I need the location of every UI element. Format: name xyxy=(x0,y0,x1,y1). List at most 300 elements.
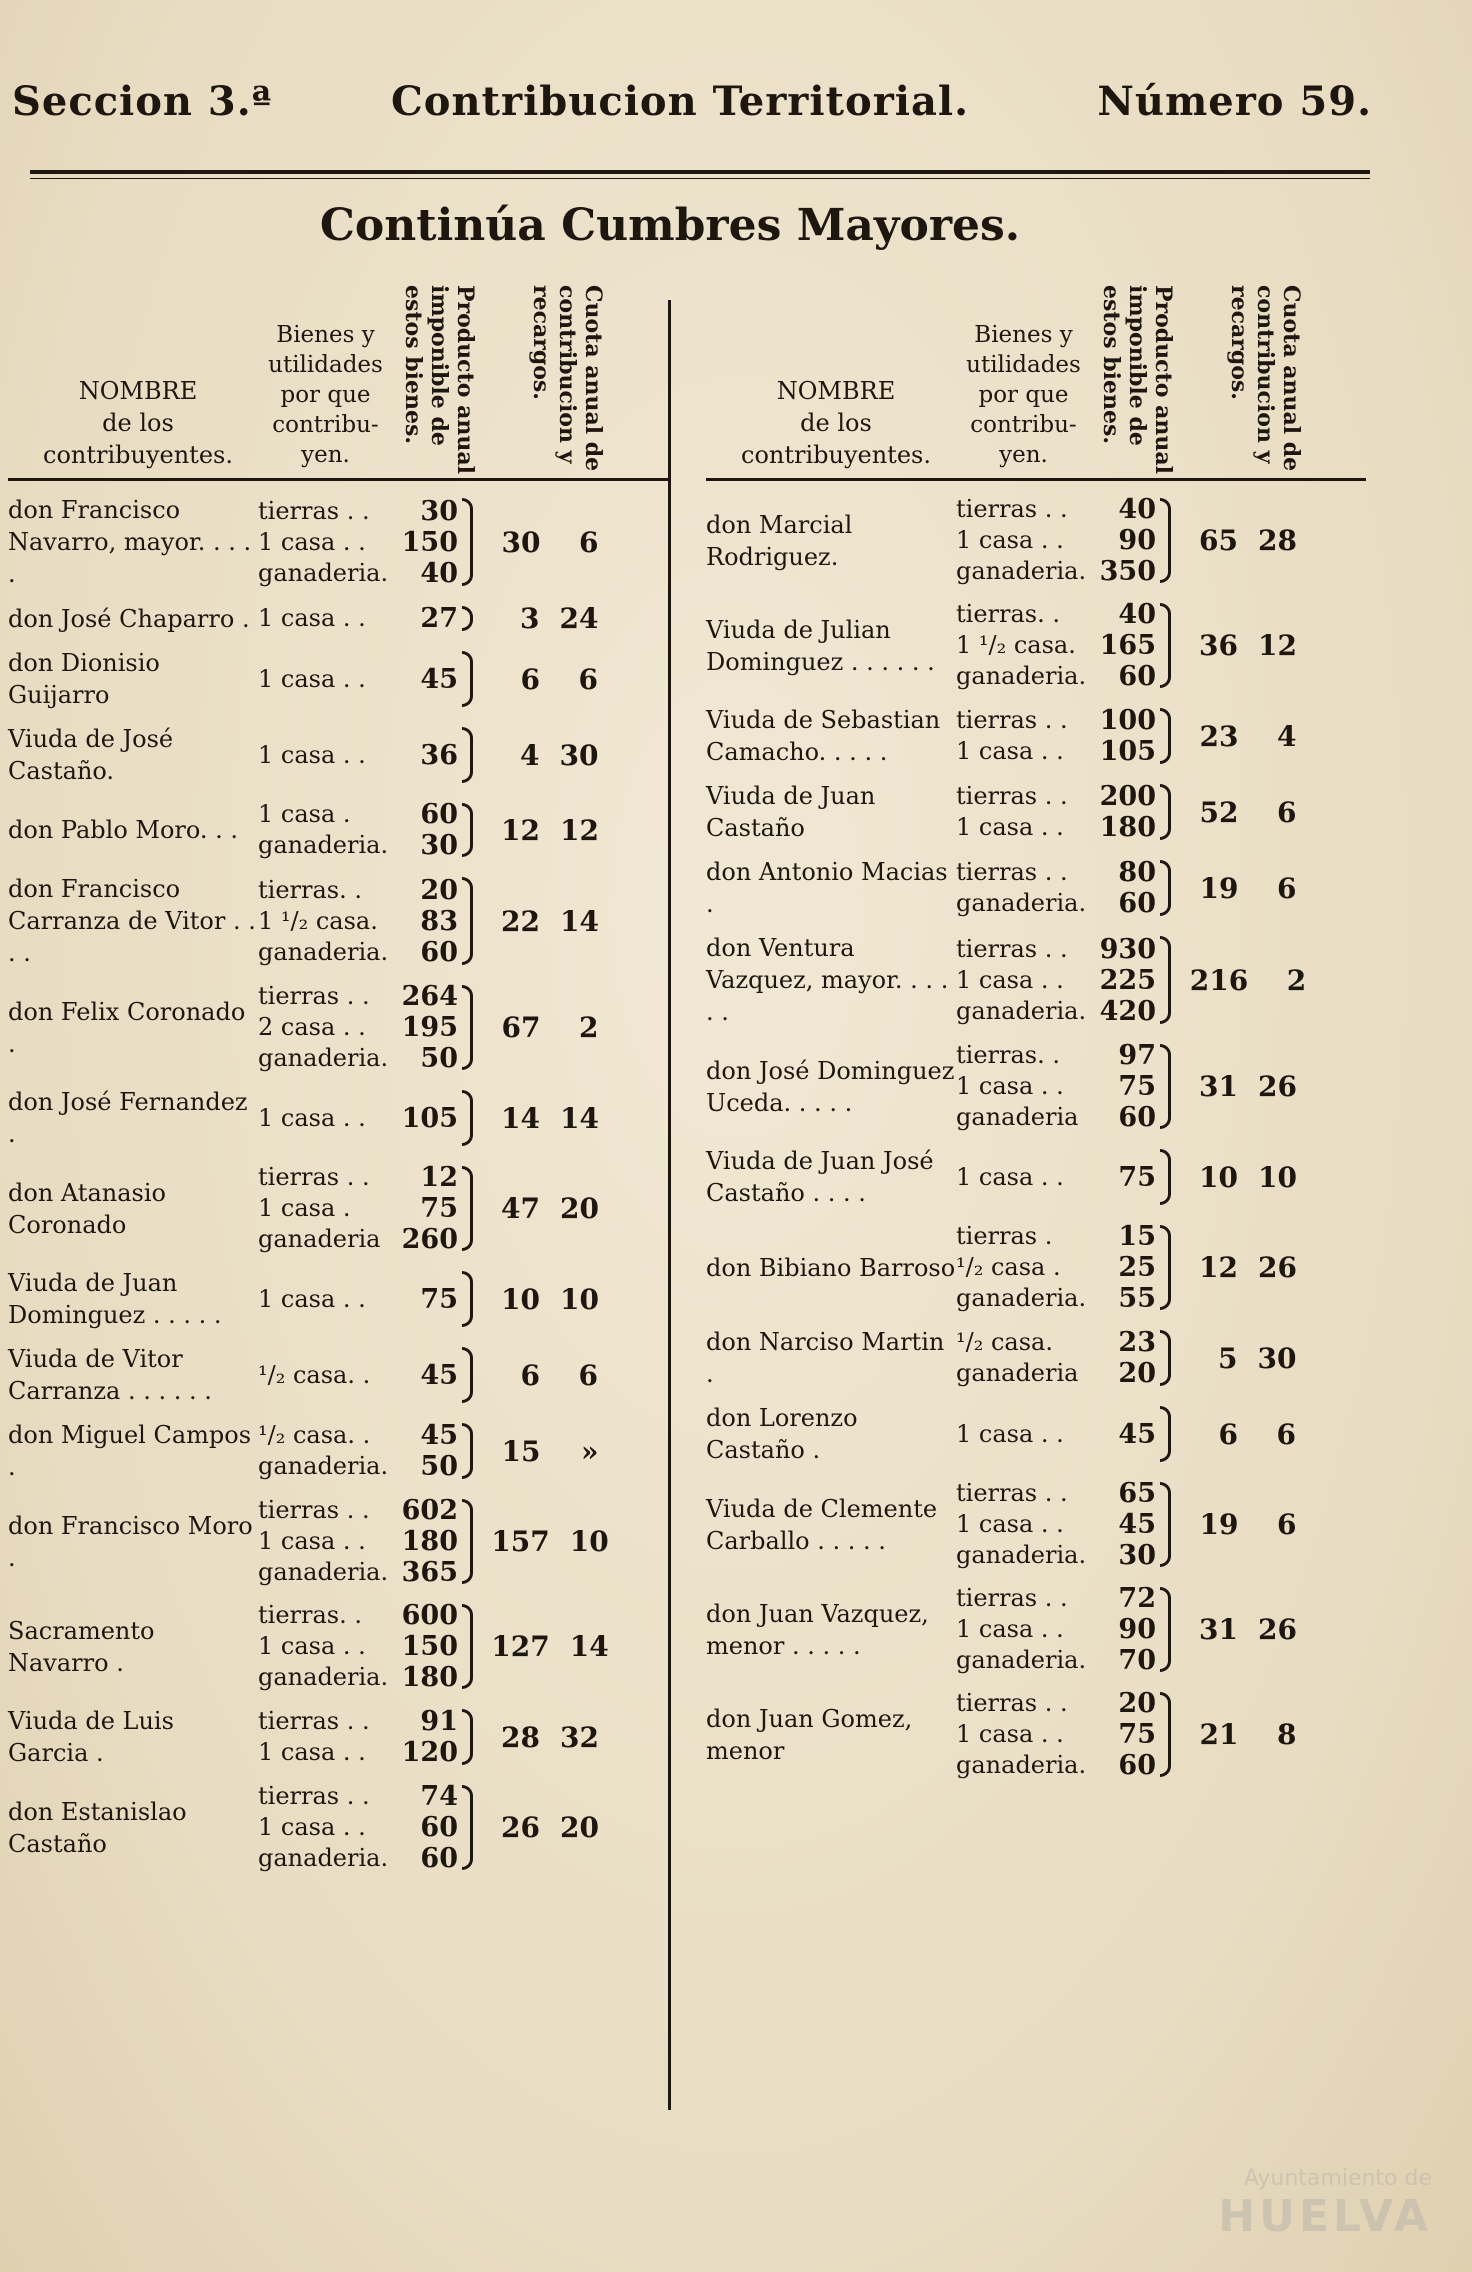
goods-item: tierras . . xyxy=(258,1707,370,1735)
product-value: 60 xyxy=(1118,1750,1156,1781)
product-header: Producto anual imponible de estos bienes. xyxy=(1098,285,1176,474)
cuota-maravedis: 6 xyxy=(1277,871,1297,905)
cuota-maravedis: 20 xyxy=(560,1811,599,1844)
brace-icon xyxy=(1156,1040,1178,1133)
cuota-reales: 36 xyxy=(1199,629,1238,662)
product-value: 60 xyxy=(1118,661,1156,692)
cuota-values xyxy=(1178,524,1318,557)
cuota-values xyxy=(1178,1342,1318,1375)
taxpayer-name: don Francisco Moro . xyxy=(8,1511,253,1572)
product-value: 40 xyxy=(420,557,458,589)
cuota-maravedis: 6 xyxy=(579,525,599,559)
product-values xyxy=(388,1103,458,1134)
product-value: 23 xyxy=(1118,1327,1156,1358)
goods-item: 1 casa . . xyxy=(956,1510,1064,1538)
goods-item: ganaderia. xyxy=(956,1751,1087,1779)
goods-item: ¹/₂ casa. xyxy=(956,1328,1053,1356)
product-values xyxy=(388,875,458,968)
cuota-reales: 30 xyxy=(501,525,541,559)
product-value: 75 xyxy=(1118,1719,1156,1750)
product-value: 45 xyxy=(420,1359,458,1391)
goods-item: 1 casa . . xyxy=(258,1527,366,1555)
taxpayer-name: don Felix Coronado . xyxy=(8,997,246,1058)
product-value: 75 xyxy=(1118,1071,1156,1102)
taxpayer-name: Viuda de José Castaño. xyxy=(8,725,174,785)
goods-item: 1 casa . . xyxy=(258,1813,366,1841)
left-rows xyxy=(8,488,658,1880)
taxpayer-name: Sacramento Navarro . xyxy=(8,1616,155,1677)
goods-list xyxy=(258,1706,388,1768)
goods-item: ¹/₂ casa. . xyxy=(258,1360,371,1389)
product-value: 45 xyxy=(420,1420,458,1451)
goods-list xyxy=(956,934,1086,1027)
product-values xyxy=(1086,599,1156,692)
cuota-maravedis: 24 xyxy=(559,602,599,635)
product-value: 225 xyxy=(1099,964,1156,996)
product-value: 350 xyxy=(1099,556,1156,587)
brace-icon xyxy=(1156,1402,1178,1466)
taxpayer-row xyxy=(8,1261,658,1337)
goods-list xyxy=(956,1419,1086,1450)
cuota-reales: 12 xyxy=(501,813,540,847)
goods-item: ganaderia. xyxy=(258,1844,389,1872)
product-value: 97 xyxy=(1118,1040,1156,1071)
taxpayer-row xyxy=(706,1215,1356,1320)
taxpayer-name: don Francisco Carranza de Vitor . . . . xyxy=(8,875,256,967)
taxpayer-name: Viuda de Sebastian Camacho. . . . . xyxy=(706,706,941,766)
taxpayer-name: don Lorenzo Castaño . xyxy=(706,1404,858,1464)
goods-item: tierras . . xyxy=(258,1782,370,1810)
product-value: 65 xyxy=(1118,1478,1156,1509)
product-value: 75 xyxy=(1118,1161,1156,1193)
taxpayer-row xyxy=(8,1413,658,1489)
taxpayer-row xyxy=(706,774,1356,850)
goods-list xyxy=(956,1583,1086,1676)
brace-icon xyxy=(458,1343,480,1407)
brace-icon xyxy=(1156,1688,1178,1781)
product-value: 165 xyxy=(1099,630,1156,661)
product-value: 27 xyxy=(420,603,458,634)
product-value: 264 xyxy=(401,981,458,1012)
product-value: 36 xyxy=(420,739,458,771)
product-value: 120 xyxy=(401,1737,458,1768)
product-value: 83 xyxy=(420,905,458,937)
product-value: 20 xyxy=(420,874,458,906)
cuota-maravedis: 20 xyxy=(560,1192,599,1225)
product-values xyxy=(388,603,458,634)
cuota-reales: 3 xyxy=(520,602,540,635)
cuota-values xyxy=(480,1525,620,1558)
product-values xyxy=(388,1706,458,1768)
goods-item: ganaderia. xyxy=(956,662,1087,690)
product-values xyxy=(1086,1583,1156,1676)
cuota-reales: 12 xyxy=(1199,1251,1238,1284)
goods-item: 1 casa . . xyxy=(956,1419,1064,1448)
goods-item: 1 casa . . xyxy=(956,1162,1064,1191)
goods-item: 1 casa . . xyxy=(956,1720,1064,1748)
goods-list xyxy=(258,1284,388,1315)
cuota-maravedis: 6 xyxy=(1276,1417,1296,1451)
brace-icon xyxy=(1156,780,1178,844)
product-value: 55 xyxy=(1118,1283,1156,1314)
brace-icon xyxy=(458,1600,480,1693)
product-value: 260 xyxy=(401,1224,458,1255)
left-column-header xyxy=(8,280,658,480)
goods-list xyxy=(956,781,1086,843)
cuota-maravedis: 8 xyxy=(1277,1718,1297,1751)
taxpayer-name: don Estanislao Castaño xyxy=(8,1797,187,1858)
goods-item: tierras . . xyxy=(956,782,1068,810)
cuota-maravedis: 10 xyxy=(569,1525,609,1558)
brace-icon xyxy=(458,1705,480,1769)
product-values xyxy=(1086,494,1156,587)
goods-item: 1 casa . . xyxy=(956,1072,1064,1100)
cuota-reales: 10 xyxy=(1199,1160,1238,1194)
cuota-maravedis: 26 xyxy=(1258,1251,1297,1284)
goods-item: ganaderia. xyxy=(258,1452,389,1480)
cuota-values xyxy=(480,905,620,938)
product-value: 30 xyxy=(420,830,458,861)
cuota-reales: 22 xyxy=(501,904,540,938)
taxpayer-name: don Miguel Campos . xyxy=(8,1421,252,1481)
cuota-values xyxy=(480,1359,620,1392)
product-value: 70 xyxy=(1118,1645,1156,1676)
product-values xyxy=(1086,1162,1156,1193)
goods-item: 1 casa . xyxy=(258,800,351,828)
taxpayer-name: don Dionisio Guijarro xyxy=(8,649,160,709)
page-number: Número 59. xyxy=(1097,78,1372,125)
product-header: Producto anual imponible de estos bienes. xyxy=(400,285,478,474)
brace-icon xyxy=(1156,599,1178,692)
taxpayer-name: Viuda de Julian Dominguez . . . . . . xyxy=(706,615,935,676)
goods-item: tierras . . xyxy=(956,706,1068,734)
product-value: 12 xyxy=(420,1162,458,1193)
page-title: Contribucion Territorial. xyxy=(390,78,970,125)
cuota-values xyxy=(1178,1070,1318,1103)
goods-list xyxy=(258,740,388,771)
goods-item: ganaderia. xyxy=(258,558,389,587)
cuota-values xyxy=(480,1011,620,1044)
cuota-reales: 52 xyxy=(1199,795,1239,829)
goods-item: ganaderia xyxy=(956,1103,1079,1131)
product-values xyxy=(1086,857,1156,919)
taxpayer-row xyxy=(8,1489,658,1594)
goods-item: ganaderia. xyxy=(956,889,1087,917)
taxpayer-row xyxy=(706,698,1356,774)
product-values xyxy=(388,1284,458,1315)
brace-icon xyxy=(1156,1478,1178,1571)
goods-item: tierras. . xyxy=(956,1041,1060,1069)
goods-item: ganaderia. xyxy=(258,937,389,966)
goods-item: ganaderia. xyxy=(258,1044,389,1072)
brace-icon xyxy=(458,602,480,635)
cuota-reales: 6 xyxy=(1218,1417,1238,1451)
goods-item: tierras . . xyxy=(956,1584,1068,1612)
taxpayer-row xyxy=(8,1080,658,1156)
product-value: 30 xyxy=(420,495,458,527)
product-value: 200 xyxy=(1099,781,1156,812)
goods-item: tierras . xyxy=(956,1222,1053,1250)
cuota-maravedis: 6 xyxy=(578,1358,598,1392)
cuota-values xyxy=(1178,1613,1318,1646)
product-value: 150 xyxy=(401,1631,458,1662)
cuota-values xyxy=(1178,1718,1318,1751)
goods-item: 1 casa . . xyxy=(956,813,1064,841)
goods-item: 1 casa . . xyxy=(258,527,366,556)
cuota-values xyxy=(480,1630,620,1663)
product-value: 180 xyxy=(1099,812,1156,843)
product-value: 40 xyxy=(1118,494,1156,525)
cuota-values xyxy=(480,1811,620,1844)
product-value: 195 xyxy=(401,1012,458,1043)
cuota-reales: 47 xyxy=(501,1192,540,1225)
brace-icon xyxy=(1156,1326,1178,1390)
product-value: 25 xyxy=(1118,1252,1156,1283)
left-column xyxy=(8,280,658,1880)
taxpayer-row xyxy=(8,793,658,867)
goods-item: tierras. . xyxy=(258,875,362,904)
product-value: 50 xyxy=(420,1043,458,1074)
cuota-maravedis: 28 xyxy=(1258,524,1297,557)
product-value: 930 xyxy=(1099,933,1156,965)
taxpayer-row xyxy=(8,717,658,793)
goods-item: 1 casa . . xyxy=(956,526,1064,554)
goods-item: 1 ¹/₂ casa. xyxy=(258,906,378,935)
goods-item: ganaderia xyxy=(956,1359,1079,1387)
product-value: 45 xyxy=(1118,1509,1156,1540)
product-values xyxy=(1086,934,1156,1027)
taxpayer-row xyxy=(706,1396,1356,1472)
taxpayer-row xyxy=(8,1775,658,1880)
taxpayer-row xyxy=(8,596,658,641)
goods-header: Bienes y utilidades por que contribu- yen. xyxy=(966,322,1081,468)
product-value: 90 xyxy=(1118,525,1156,556)
watermark-logo: Ayuntamiento de HUELVA xyxy=(1218,2166,1432,2242)
cuota-maravedis: 10 xyxy=(560,1282,599,1316)
cuota-maravedis: 10 xyxy=(1258,1160,1297,1194)
product-values xyxy=(388,981,458,1074)
product-value: 15 xyxy=(1118,1221,1156,1252)
product-values xyxy=(1086,1688,1156,1781)
goods-list xyxy=(258,1495,388,1588)
taxpayer-name: don Pablo Moro. . . xyxy=(8,816,239,844)
goods-list xyxy=(956,705,1086,767)
cuota-values xyxy=(480,1721,620,1754)
goods-item: 1 casa . . xyxy=(258,1284,366,1313)
product-value: 75 xyxy=(420,1193,458,1224)
product-value: 90 xyxy=(1118,1614,1156,1645)
taxpayer-row xyxy=(706,1034,1356,1139)
cuota-values xyxy=(1178,1161,1318,1194)
header-rule-thin xyxy=(30,178,1370,179)
brace-icon xyxy=(1156,494,1178,587)
goods-item: 1 casa . . xyxy=(258,1103,366,1132)
product-value: 91 xyxy=(420,1706,458,1737)
goods-item: tierras. . xyxy=(258,1601,362,1629)
goods-item: ¹/₂ casa . xyxy=(956,1253,1061,1281)
name-header: NOMBRE de los contribuyentes. xyxy=(43,377,233,469)
product-value: 365 xyxy=(401,1557,458,1588)
goods-item: tierras . . xyxy=(258,982,370,1010)
product-values xyxy=(1086,1221,1156,1314)
cuota-reales: 15 xyxy=(501,1434,541,1468)
cuota-reales: 31 xyxy=(1199,1070,1238,1103)
goods-list xyxy=(258,875,388,968)
cuota-values xyxy=(1178,872,1318,905)
subtitle: Continúa Cumbres Mayores. xyxy=(319,200,1021,251)
cuota-maravedis: 26 xyxy=(1258,1070,1297,1103)
product-value: 45 xyxy=(1118,1418,1156,1450)
goods-item: tierras . . xyxy=(258,1496,370,1524)
brace-icon xyxy=(458,1162,480,1255)
taxpayer-name: don José Fernandez . xyxy=(8,1088,248,1148)
cuota-maravedis: 6 xyxy=(1277,795,1297,829)
cuota-values xyxy=(480,814,620,847)
taxpayer-name: don Antonio Macias . xyxy=(706,858,948,918)
product-value: 40 xyxy=(1118,599,1156,630)
right-rows xyxy=(706,488,1356,1787)
cuota-reales: 14 xyxy=(501,1101,540,1135)
brace-icon xyxy=(1156,932,1178,1028)
taxpayer-name: don Juan Gomez, menor xyxy=(706,1704,913,1765)
name-header: NOMBRE de los contribuyentes. xyxy=(741,377,931,469)
brace-icon xyxy=(458,1086,480,1150)
goods-item: ganaderia. xyxy=(258,1558,389,1586)
product-value: 60 xyxy=(420,936,458,968)
cuota-values xyxy=(1178,964,1318,997)
product-value: 60 xyxy=(420,799,458,830)
cuota-values xyxy=(480,663,620,696)
taxpayer-name: don Bibiano Barroso xyxy=(706,1253,956,1282)
taxpayer-row xyxy=(706,926,1356,1034)
taxpayer-name: don Juan Vazquez, menor . . . . . xyxy=(706,1599,929,1660)
product-value: 100 xyxy=(1099,705,1156,736)
cuota-maravedis: 30 xyxy=(1257,1341,1297,1375)
cuota-reales: 23 xyxy=(1199,719,1239,753)
taxpayer-name: don Ventura Vazquez, mayor. . . . . . xyxy=(706,934,949,1026)
goods-item: 1 casa . . xyxy=(956,737,1064,765)
taxpayer-row xyxy=(8,867,658,975)
cuota-maravedis: 6 xyxy=(1277,1508,1297,1541)
cuota-values xyxy=(480,526,620,559)
product-values xyxy=(388,1420,458,1482)
brace-icon xyxy=(458,1495,480,1588)
product-values xyxy=(388,496,458,589)
goods-item: tierras . . xyxy=(956,1479,1068,1507)
cuota-maravedis: 26 xyxy=(1258,1613,1297,1646)
cuota-maravedis: 4 xyxy=(1277,719,1297,753)
taxpayer-row xyxy=(8,488,658,596)
section-label: Seccion 3.ª xyxy=(12,78,273,125)
taxpayer-name: Viuda de Vitor Carranza . . . . . . xyxy=(8,1345,212,1405)
goods-item: 2 casa . . xyxy=(258,1013,366,1041)
goods-item: 1 ¹/₂ casa. xyxy=(956,631,1076,659)
product-value: 60 xyxy=(1118,1102,1156,1133)
cuota-reales: 28 xyxy=(501,1720,540,1754)
cuota-values xyxy=(1178,796,1318,829)
cuota-maravedis: 14 xyxy=(560,1101,599,1135)
cuota-reales: 216 xyxy=(1189,963,1249,997)
goods-list xyxy=(956,1478,1086,1571)
taxpayer-name: Viuda de Juan Castaño xyxy=(706,782,876,842)
taxpayer-row xyxy=(8,641,658,717)
goods-item: tierras . . xyxy=(956,858,1068,886)
goods-item: ganaderia. xyxy=(956,1646,1087,1674)
goods-item: ganaderia xyxy=(258,1225,381,1253)
goods-list xyxy=(258,1360,388,1391)
taxpayer-row xyxy=(706,488,1356,593)
cuota-maravedis: 12 xyxy=(560,813,599,847)
cuota-values xyxy=(1178,629,1318,662)
goods-item: 1 casa . . xyxy=(258,1738,366,1766)
taxpayer-row xyxy=(8,975,658,1080)
cuota-values xyxy=(1178,720,1318,753)
cuota-values xyxy=(1178,1418,1318,1451)
product-value: 20 xyxy=(1118,1358,1156,1389)
product-value: 60 xyxy=(1118,888,1156,919)
product-value: 74 xyxy=(420,1781,458,1812)
cuota-reales: 157 xyxy=(491,1525,550,1558)
goods-list xyxy=(258,981,388,1074)
product-value: 60 xyxy=(420,1843,458,1874)
product-value: 60 xyxy=(420,1812,458,1843)
taxpayer-row xyxy=(706,1472,1356,1577)
taxpayer-name: don José Dominguez Uceda. . . . . xyxy=(706,1056,955,1117)
taxpayer-name: Viuda de Clemente Carballo . . . . . xyxy=(706,1494,938,1555)
product-value: 20 xyxy=(1118,1688,1156,1719)
goods-item: tierras . . xyxy=(956,1689,1068,1717)
brace-icon xyxy=(1156,856,1178,920)
product-values xyxy=(388,740,458,771)
goods-item: ganaderia. xyxy=(956,996,1087,1025)
taxpayer-row xyxy=(8,1594,658,1699)
product-values xyxy=(1086,1478,1156,1571)
goods-item: tierras . . xyxy=(258,1163,370,1191)
cuota-reales: 31 xyxy=(1199,1613,1238,1646)
brace-icon xyxy=(458,494,480,590)
product-value: 180 xyxy=(401,1526,458,1557)
taxpayer-row xyxy=(706,1682,1356,1787)
taxpayer-row xyxy=(706,1139,1356,1215)
goods-list xyxy=(258,1420,388,1482)
cuota-reales: 6 xyxy=(520,1358,540,1392)
product-values xyxy=(388,1495,458,1588)
column-divider xyxy=(668,300,671,2110)
taxpayer-name: don Atanasio Coronado xyxy=(8,1178,166,1239)
cuota-reales: 65 xyxy=(1199,524,1238,557)
product-value: 72 xyxy=(1118,1583,1156,1614)
cuota-reales: 21 xyxy=(1199,1718,1239,1751)
brace-icon xyxy=(458,723,480,787)
cuota-values xyxy=(480,739,620,772)
cuota-header: Cuota anual de contribucion y recargos. xyxy=(1226,285,1304,472)
product-value: 30 xyxy=(1118,1540,1156,1571)
cuota-reales: 127 xyxy=(491,1630,550,1663)
header-rule xyxy=(30,170,1370,174)
goods-item: 1 casa . . xyxy=(258,604,366,632)
product-values xyxy=(1086,1327,1156,1389)
taxpayer-row xyxy=(8,1337,658,1413)
goods-item: 1 casa . . xyxy=(258,740,366,769)
cuota-values xyxy=(1178,1251,1318,1284)
goods-list xyxy=(956,857,1086,919)
goods-item: 1 casa . xyxy=(258,1194,351,1222)
cuota-reales: 67 xyxy=(501,1011,541,1044)
brace-icon xyxy=(458,799,480,861)
cuota-reales: 6 xyxy=(520,662,540,696)
goods-list xyxy=(258,1162,388,1255)
goods-list xyxy=(956,599,1086,692)
